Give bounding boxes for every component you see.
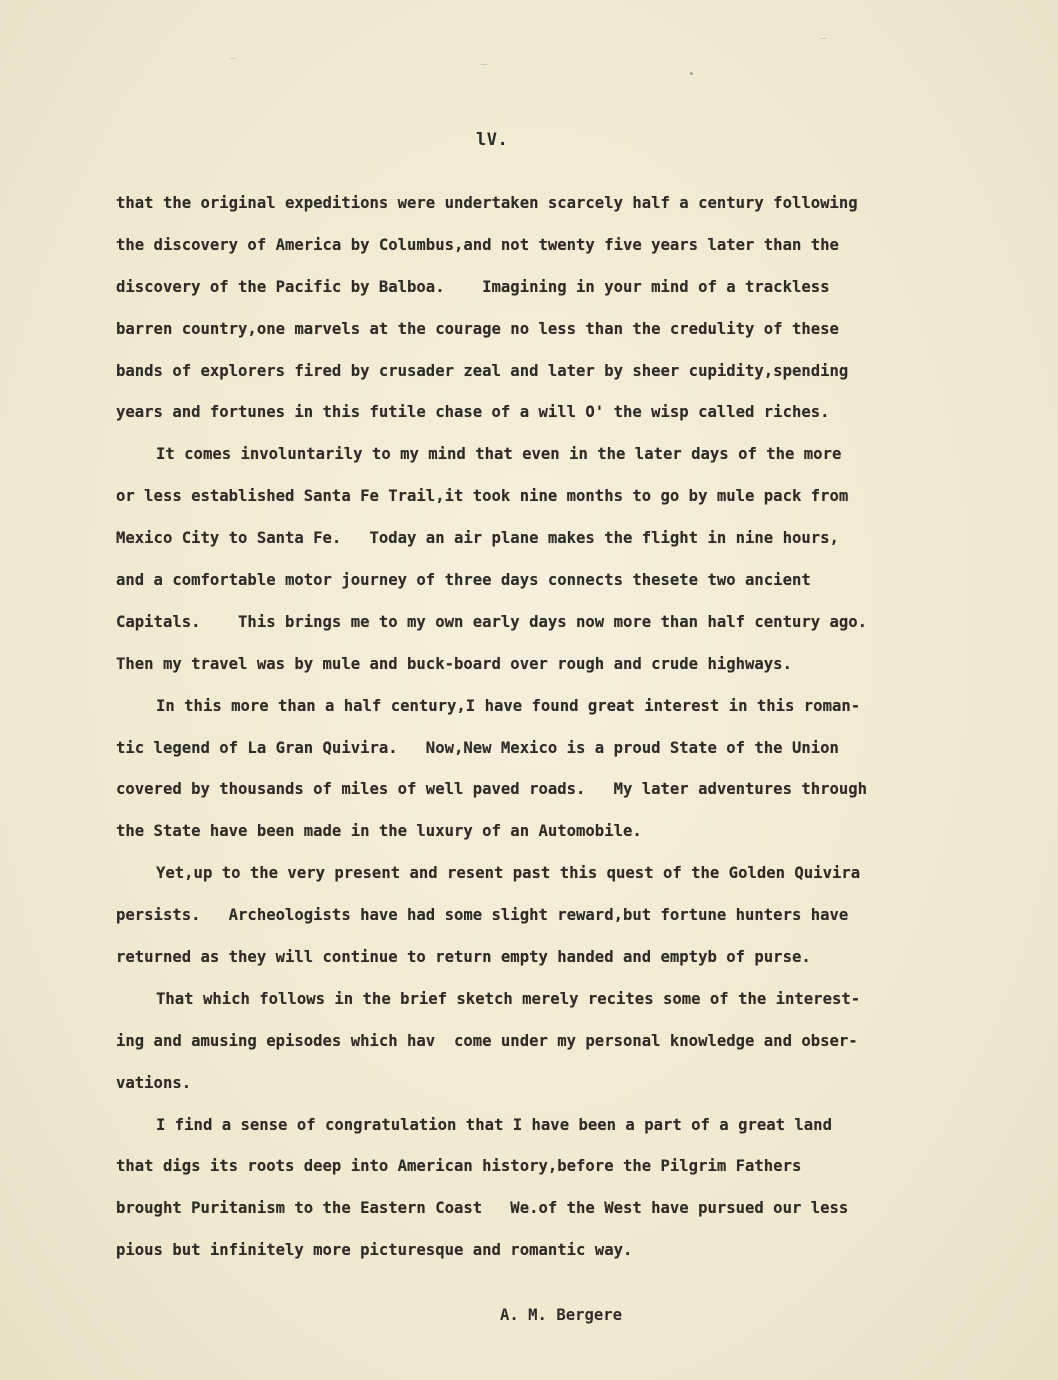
text-line: Capitals. This brings me to my own early days now more than half century ago. — [116, 612, 868, 631]
paragraph — [116, 434, 966, 685]
text-line: that the original expeditions were undertaken scarcely half a century following — [116, 194, 858, 212]
text-line: discovery of the Pacific by Balboa. Imagining in your mind of a trackless — [116, 277, 830, 296]
page-number: lV. — [476, 130, 509, 150]
text-line: bands of explorers fired by crusader zeal and later by sheer cupidity,spending — [116, 361, 849, 380]
text-line: Then my travel was by mule and buck-board over rough and crude highways. — [116, 654, 792, 673]
text-line: ing and amusing episodes which hav come under my personal knowledge and obser- — [116, 1031, 858, 1050]
text-line: and a comfortable motor journey of three days connects thesete two ancient — [116, 571, 811, 590]
text-line: years and fortunes in this futile chase of a will O' the wisp called riches. — [116, 403, 830, 422]
text-line: returned as they will continue to return empty handed and emptyb of purse. — [116, 948, 811, 967]
paper-speck — [480, 64, 488, 65]
text-line: persists. Archeologists have had some slight reward,but fortune hunters have — [116, 906, 849, 925]
text-line: vations. — [116, 1073, 192, 1092]
text-line: In this more than a half century,I have found great interest in this roman- — [156, 696, 861, 715]
text-line: or less established Santa Fe Trail,it took nine months to go by mule pack from — [116, 487, 849, 506]
body-text — [116, 183, 966, 1272]
paragraph — [116, 686, 966, 854]
paragraph — [116, 853, 966, 979]
text-line: covered by thousands of miles of well paved roads. My later adventures through — [116, 780, 868, 799]
text-line: Yet,up to the very present and resent past this quest of the Golden Quivira — [156, 864, 861, 883]
text-line: that digs its roots deep into American history,before the Pilgrim Fathers — [116, 1157, 802, 1176]
text-line: It comes involuntarily to my mind that even in the later days of the more — [156, 445, 842, 464]
paragraph — [116, 979, 966, 1105]
text-line: brought Puritanism to the Eastern Coast We.of the West have pursued our less — [116, 1199, 849, 1218]
paper-speck — [690, 72, 693, 75]
text-line: That which follows in the brief sketch merely recites some of the interest- — [156, 989, 861, 1008]
paper-speck — [820, 38, 827, 39]
text-line: barren country,one marvels at the courage no less than the credulity of these — [116, 319, 839, 338]
paper-speck — [230, 58, 236, 59]
text-line: the discovery of America by Columbus,and not twenty five years later than the — [116, 235, 839, 254]
text-line: I find a sense of congratulation that I have been a part of a great land — [156, 1115, 832, 1134]
text-line: pious but infinitely more picturesque and romantic way. — [116, 1241, 633, 1260]
text-line: the State have been made in the luxury of an Automobile. — [116, 822, 642, 841]
paragraph — [116, 183, 966, 434]
author-signature: A. M. Bergere — [500, 1306, 623, 1324]
paragraph — [116, 1105, 966, 1273]
text-line: tic legend of La Gran Quivira. Now,New Mexico is a proud State of the Union — [116, 738, 839, 757]
text-line: Mexico City to Santa Fe. Today an air plane makes the flight in nine hours, — [116, 529, 839, 548]
